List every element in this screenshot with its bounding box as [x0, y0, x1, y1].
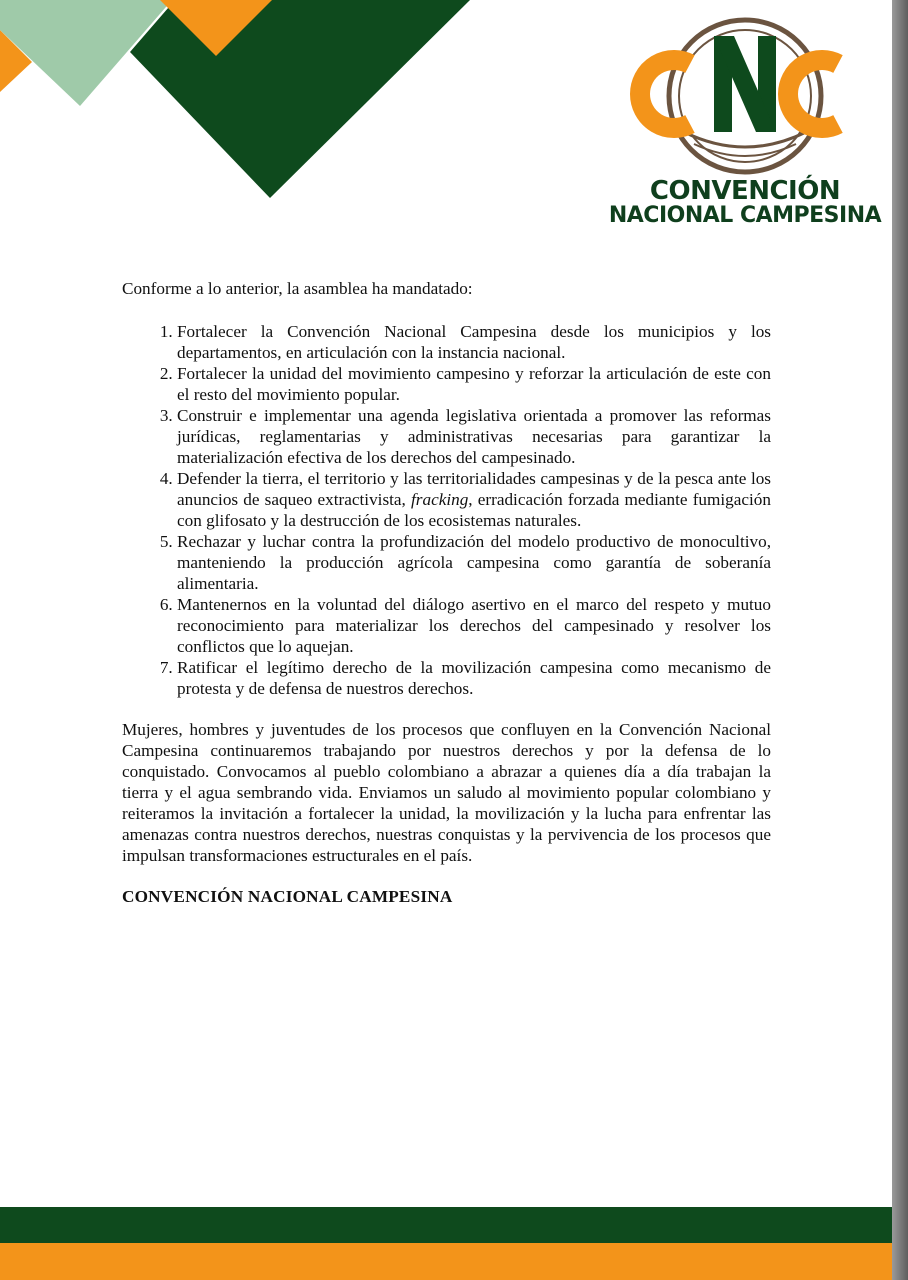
logo-title-line1: CONVENCIÓN [649, 176, 841, 206]
header-decoration [0, 0, 480, 210]
list-item: 5. Rechazar y luchar contra la profundización del modelo productivo de monocultivo, manteniendo la producción agrícola campesina como garantía de soberanía alimentaria. [177, 531, 771, 594]
footer-green-band [0, 1207, 892, 1243]
mandates-list [122, 321, 771, 699]
mandate-text: , erradicación forzada mediante fumigación con glifosato y la destrucción de los ecosistemas naturales. [177, 490, 771, 530]
list-item: 3. Construir e implementar una agenda legislativa orientada a promover las reformas jurídicas, reglamentarias y administrativas necesarias para garantizar la materialización efectiva de los derechos del campesinado. [177, 405, 771, 468]
list-item: 2. Fortalecer la unidad del movimiento campesino y reforzar la articulación de este con el resto del movimiento popular. [177, 363, 771, 405]
list-item: 6. Mantenernos en la voluntad del diálogo asertivo en el marco del respeto y mutuo reconocimiento para materializar los derechos del campesinado y resolver los conflictos que lo aquejan. [177, 594, 771, 657]
list-item [177, 468, 771, 531]
intro-paragraph: Conforme a lo anterior, la asamblea ha mandatado: [122, 279, 473, 298]
cnc-logo [606, 12, 884, 234]
signature: CONVENCIÓN NACIONAL CAMPESINA [122, 887, 453, 906]
logo-title-line2: NACIONAL CAMPESINA [608, 203, 882, 228]
closing-paragraph: Mujeres, hombres y juventudes de los procesos que confluyen en la Convención Nacional Campesina continuaremos trabajando por nuestros derechos y por la defensa de lo conquistado. Convocamos al pueblo colombiano a abrazar a quienes día a día trabajan la tierra y el agua sembrando vida. Enviamos un saludo al movimiento popular colombiano y reiteramos la invitación a fortalecer la unidad, la movilización y la lucha para enfrentar las amenazas contra nuestros derechos, nuestras conquistas y la pervivencia de los procesos que impulsan transformaciones estructurales en el país. [122, 720, 771, 865]
list-item: 1. Fortalecer la Convención Nacional Campesina desde los municipios y los departamentos, en articulación con la instancia nacional. [177, 321, 771, 363]
footer-orange-band [0, 1243, 892, 1280]
mandate-text: Defender la tierra, el territorio y las territorialidades campesinas y de la pesca ante los anuncios de saqueo extractivista, [177, 469, 771, 509]
list-item: 7. Ratificar el legítimo derecho de la movilización campesina como mecanismo de protesta y de defensa de nuestros derechos. [177, 657, 771, 699]
mandate-italic-term: fracking [411, 490, 469, 509]
document-body [122, 278, 771, 907]
dark-green-triangle [130, 0, 470, 198]
viewer-edge [892, 0, 908, 1280]
cnc-logo-mark [606, 12, 884, 177]
